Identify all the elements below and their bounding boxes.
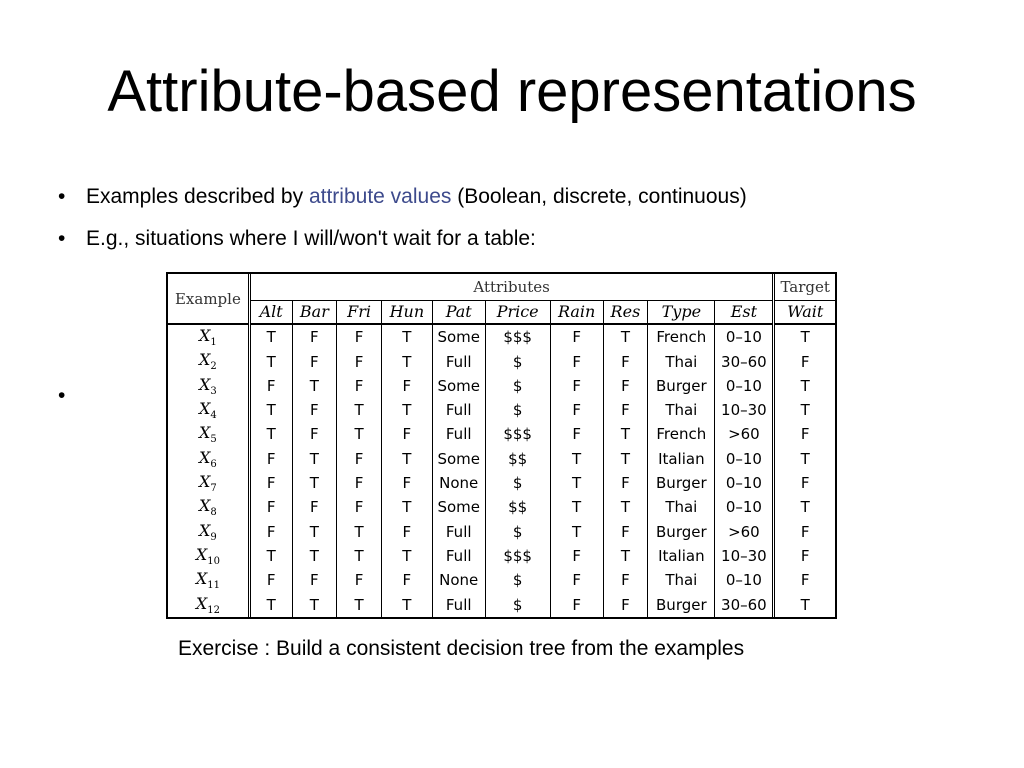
table-cell: T: [550, 447, 603, 471]
table-cell: T: [603, 544, 648, 568]
table-cell: F: [337, 471, 382, 495]
example-id-letter: X: [199, 374, 211, 394]
attribute-header-alt: Alt: [249, 300, 292, 324]
table-cell: F: [292, 568, 337, 592]
table-cell: $: [485, 374, 550, 398]
target-cell: F: [774, 349, 835, 373]
table-cell: F: [249, 495, 292, 519]
table-cell: T: [337, 398, 382, 422]
table-cell: $$: [485, 495, 550, 519]
table-cell: T: [249, 324, 292, 349]
table-cell: F: [292, 422, 337, 446]
example-id-letter: X: [199, 399, 211, 419]
table-cell: F: [337, 495, 382, 519]
table-row: [168, 495, 835, 519]
bullet-text-after: (Boolean, discrete, continuous): [451, 185, 747, 208]
table-cell: T: [292, 471, 337, 495]
table-cell: Full: [432, 398, 485, 422]
table-cell: $: [485, 471, 550, 495]
table-cell: Some: [432, 324, 485, 349]
example-id-letter: X: [195, 545, 208, 565]
table-cell: F: [603, 593, 648, 617]
table-cell: 0–10: [715, 568, 774, 592]
example-id-subscript: 9: [210, 531, 217, 543]
table-cell: F: [249, 520, 292, 544]
table-cell: Full: [432, 349, 485, 373]
table-row: [168, 544, 835, 568]
table-cell: T: [381, 544, 432, 568]
table-cell: F: [249, 374, 292, 398]
table-cell: F: [292, 398, 337, 422]
table-cell: F: [381, 471, 432, 495]
example-id-subscript: 1: [210, 337, 217, 349]
table-cell: F: [381, 422, 432, 446]
table-cell: F: [603, 568, 648, 592]
target-cell: T: [774, 447, 835, 471]
table-cell: 0–10: [715, 324, 774, 349]
example-id-letter: X: [199, 472, 211, 492]
table-cell: Italian: [648, 544, 715, 568]
table-cell: T: [249, 349, 292, 373]
table-row: [168, 324, 835, 349]
example-id: [168, 568, 249, 592]
table-cell: F: [337, 447, 382, 471]
bullet-text: E.g., situations where I will/won't wait for a table:: [86, 227, 536, 250]
attribute-header-rain: Rain: [550, 300, 603, 324]
table-cell: $$: [485, 447, 550, 471]
table-row: [168, 422, 835, 446]
example-id-subscript: 6: [210, 458, 217, 470]
table-cell: Some: [432, 447, 485, 471]
table-cell: Some: [432, 495, 485, 519]
attribute-header-res: Res: [603, 300, 648, 324]
table-cell: T: [292, 447, 337, 471]
table-cell: F: [550, 324, 603, 349]
example-id: [168, 324, 249, 349]
table-cell: T: [550, 495, 603, 519]
attribute-header-type: Type: [648, 300, 715, 324]
table-cell: F: [249, 471, 292, 495]
example-id-letter: X: [199, 350, 211, 370]
table-cell: None: [432, 471, 485, 495]
table-cell: F: [337, 568, 382, 592]
table-cell: 10–30: [715, 544, 774, 568]
example-id-letter: X: [195, 593, 208, 613]
target-cell: F: [774, 544, 835, 568]
target-cell: F: [774, 471, 835, 495]
exercise-text: Exercise : Build a consistent decision tree from the examples: [178, 637, 745, 660]
table-cell: $$$: [485, 544, 550, 568]
target-cell: T: [774, 374, 835, 398]
example-id: [168, 374, 249, 398]
table-cell: 0–10: [715, 374, 774, 398]
table-cell: F: [292, 495, 337, 519]
example-id-letter: X: [199, 326, 211, 346]
bullet-example-situations: [58, 227, 536, 251]
attribute-header-est: Est: [715, 300, 774, 324]
table-cell: F: [249, 447, 292, 471]
table-cell: T: [337, 544, 382, 568]
example-id-subscript: 11: [207, 580, 220, 592]
example-id-letter: X: [199, 447, 211, 467]
table-cell: Burger: [648, 593, 715, 617]
example-id-subscript: 4: [210, 410, 217, 422]
table-cell: $$$: [485, 422, 550, 446]
table-cell: Thai: [648, 398, 715, 422]
example-id: [168, 447, 249, 471]
table-cell: T: [603, 422, 648, 446]
example-id-subscript: 5: [210, 434, 217, 446]
table-cell: Thai: [648, 568, 715, 592]
slide-title: Attribute-based representations: [107, 59, 917, 124]
target-cell: T: [774, 593, 835, 617]
table-cell: Thai: [648, 349, 715, 373]
table-cell: T: [550, 471, 603, 495]
table-cell: F: [550, 398, 603, 422]
example-id-subscript: 12: [207, 604, 220, 616]
table-cell: F: [292, 324, 337, 349]
table-cell: F: [381, 568, 432, 592]
table-cell: T: [603, 324, 648, 349]
table-cell: F: [603, 374, 648, 398]
target-header: Target: [774, 274, 835, 300]
table-cell: F: [550, 374, 603, 398]
target-header-wait: Wait: [774, 300, 835, 324]
table-cell: Full: [432, 520, 485, 544]
table-cell: T: [381, 349, 432, 373]
table-cell: T: [249, 398, 292, 422]
table-cell: F: [603, 520, 648, 544]
table-cell: Full: [432, 544, 485, 568]
table-cell: 10–30: [715, 398, 774, 422]
bullet-empty: [58, 384, 86, 408]
table-cell: T: [381, 593, 432, 617]
table-cell: >60: [715, 520, 774, 544]
table-cell: F: [337, 324, 382, 349]
table-cell: T: [249, 593, 292, 617]
table-cell: T: [381, 447, 432, 471]
table-cell: F: [603, 398, 648, 422]
table-cell: $: [485, 568, 550, 592]
table-cell: F: [550, 568, 603, 592]
target-cell: F: [774, 520, 835, 544]
table-cell: 0–10: [715, 447, 774, 471]
example-id-subscript: 3: [210, 385, 217, 397]
table-cell: F: [381, 374, 432, 398]
table-cell: $$$: [485, 324, 550, 349]
table-cell: F: [603, 471, 648, 495]
table-cell: T: [292, 520, 337, 544]
attribute-header-bar: Bar: [292, 300, 337, 324]
example-id: [168, 520, 249, 544]
table-cell: $: [485, 520, 550, 544]
table-cell: T: [603, 495, 648, 519]
table-cell: $: [485, 398, 550, 422]
bullet-dot: •: [58, 185, 66, 208]
table-cell: $: [485, 349, 550, 373]
attribute-header-pat: Pat: [432, 300, 485, 324]
table-cell: 30–60: [715, 349, 774, 373]
table-cell: T: [337, 422, 382, 446]
table-cell: Italian: [648, 447, 715, 471]
table-cell: F: [550, 544, 603, 568]
table-cell: T: [381, 324, 432, 349]
attribute-header-price: Price: [485, 300, 550, 324]
table-row: [168, 447, 835, 471]
table-row: [168, 398, 835, 422]
example-header: Example: [168, 274, 249, 324]
table-row: [168, 349, 835, 373]
table-cell: >60: [715, 422, 774, 446]
attribute-header-fri: Fri: [337, 300, 382, 324]
attributes-header: Attributes: [249, 274, 774, 300]
target-cell: T: [774, 398, 835, 422]
table-cell: T: [381, 495, 432, 519]
table-row: [168, 374, 835, 398]
example-id-letter: X: [199, 423, 211, 443]
bullet-text-before: Examples described by: [86, 185, 309, 208]
attribute-header-hun: Hun: [381, 300, 432, 324]
example-id-letter: X: [195, 569, 208, 589]
table-cell: F: [550, 422, 603, 446]
table-cell: Burger: [648, 471, 715, 495]
example-id: [168, 422, 249, 446]
target-cell: F: [774, 422, 835, 446]
example-id-subscript: 2: [210, 361, 217, 373]
example-id-letter: X: [199, 496, 211, 516]
table-cell: T: [249, 422, 292, 446]
table-cell: $: [485, 593, 550, 617]
table-cell: T: [292, 374, 337, 398]
table-cell: T: [381, 398, 432, 422]
example-id-letter: X: [199, 520, 211, 540]
target-cell: T: [774, 495, 835, 519]
table-cell: 30–60: [715, 593, 774, 617]
example-id: [168, 593, 249, 617]
table-cell: Some: [432, 374, 485, 398]
bullet-highlight: attribute values: [308, 185, 452, 208]
table-cell: Thai: [648, 495, 715, 519]
table-cell: Full: [432, 593, 485, 617]
table-cell: French: [648, 422, 715, 446]
table-cell: Burger: [648, 374, 715, 398]
examples-table-image: [166, 272, 837, 619]
example-id-subscript: 10: [207, 556, 220, 568]
table-row: [168, 471, 835, 495]
table-cell: T: [292, 593, 337, 617]
table-cell: T: [603, 447, 648, 471]
table-cell: F: [249, 568, 292, 592]
table-cell: F: [550, 349, 603, 373]
example-id: [168, 471, 249, 495]
table-row: [168, 568, 835, 592]
target-cell: T: [774, 324, 835, 349]
table-cell: F: [337, 374, 382, 398]
bullet-dot: •: [58, 227, 66, 250]
table-cell: F: [550, 593, 603, 617]
table-cell: T: [337, 593, 382, 617]
table-cell: T: [292, 544, 337, 568]
table-cell: French: [648, 324, 715, 349]
table-cell: Burger: [648, 520, 715, 544]
table-cell: F: [381, 520, 432, 544]
example-id-subscript: 8: [210, 507, 217, 519]
table-cell: F: [603, 349, 648, 373]
examples-table: [168, 274, 835, 617]
example-id: [168, 495, 249, 519]
table-cell: T: [550, 520, 603, 544]
example-id: [168, 544, 249, 568]
target-cell: F: [774, 568, 835, 592]
table-cell: T: [249, 544, 292, 568]
table-cell: 0–10: [715, 495, 774, 519]
table-cell: T: [337, 520, 382, 544]
table-cell: F: [292, 349, 337, 373]
example-id: [168, 398, 249, 422]
table-cell: Full: [432, 422, 485, 446]
table-cell: 0–10: [715, 471, 774, 495]
table-row: [168, 520, 835, 544]
table-cell: F: [337, 349, 382, 373]
example-id-subscript: 7: [210, 483, 217, 495]
bullet-dot: •: [58, 384, 66, 407]
bullet-attribute-values: [58, 185, 747, 209]
table-cell: None: [432, 568, 485, 592]
table-row: [168, 593, 835, 617]
example-id: [168, 349, 249, 373]
